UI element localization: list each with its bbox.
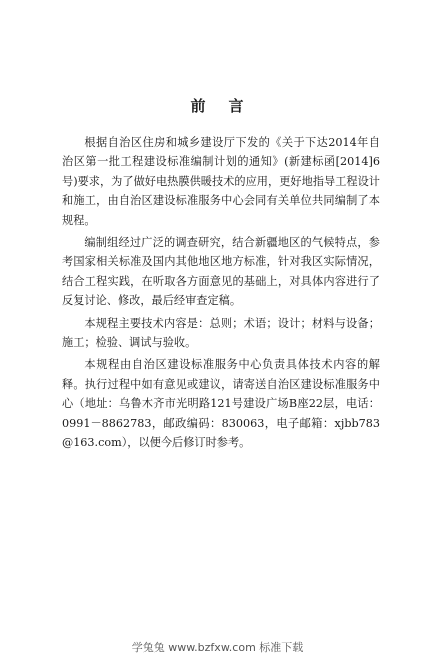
paragraph-background: 根据自治区住房和城乡建设厅下发的《关于下达2014年自治区第一批工程建设标准编制计划的通知》(新建标函[2014]6号)要求，为了做好电热膜供暖技术的应用，更好地指导工程设计和施工，由自治区建设标准服务中心会同有关单位共同编制了本规程。 bbox=[62, 136, 380, 227]
preface-body bbox=[62, 133, 380, 453]
paragraph-contact: 本规程由自治区建设标准服务中心负责具体技术内容的解释。执行过程中如有意见或建议，请寄送自治区建设标准服务中心（地址：乌鲁木齐市光明路121号建设广场B座22层，电话：0991－8862783，邮政编码：830063，电子邮箱：xjbb783@163.com），以便今后修订时参考。 bbox=[62, 358, 380, 450]
title-char-1: 前 bbox=[190, 97, 207, 115]
title-char-2: 言 bbox=[228, 97, 245, 115]
paragraph-process: 编制组经过广泛的调查研究，结合新疆地区的气候特点，参考国家相关标准及国内其他地区地方标准，针对我区实际情况，结合工程实践，在听取各方面意见的基础上，对具体内容进行了反复讨论、修改，最后经审查定稿。 bbox=[62, 236, 380, 308]
page-title bbox=[0, 95, 435, 116]
paragraph-contents: 本规程主要技术内容是：总则；术语；设计；材料与设备；施工；检验、调试与验收。 bbox=[62, 316, 380, 350]
watermark-footer: 学兔兔 www.bzfxw.com 标准下载 bbox=[131, 641, 304, 654]
